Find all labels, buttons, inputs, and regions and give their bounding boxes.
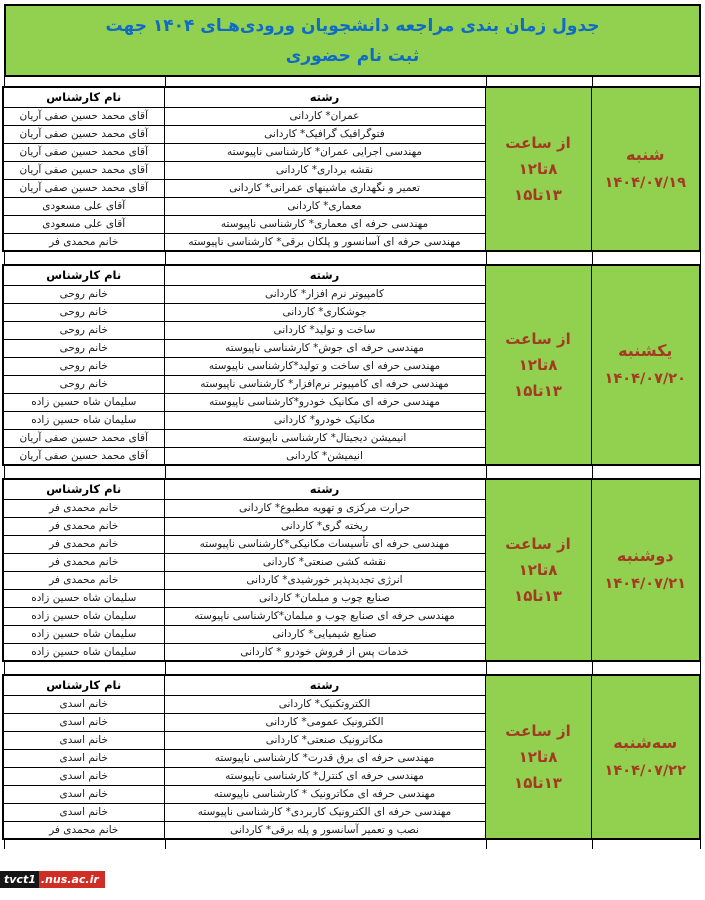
hours-slot-morning: ۸تا۱۲ [518,748,558,766]
hours-slot-afternoon: ۱۳تا۱۵ [514,587,562,605]
field-cell: مهندسی حرفه ای مکاترونیک * کارشناسی ناپیوسته [164,785,485,803]
field-cell: خدمات پس از فروش خودرو * کاردانی [164,643,485,661]
section-header-row [3,479,700,499]
expert-cell: سلیمان شاه حسین زاده [3,643,164,661]
expert-cell: خانم محمدی فر [3,499,164,517]
field-cell: صنایع چوب و مبلمان* کاردانی [164,589,485,607]
field-column-header: رشته [164,675,485,695]
section-header-row [3,87,700,107]
field-cell: نصب و تعمیر آسانسور و پله برقی* کاردانی [164,821,485,839]
field-cell: الکترونیک عمومی* کاردانی [164,713,485,731]
hours-cell [485,675,591,839]
expert-column-header: نام کارشناس [3,87,164,107]
day-name: شنبه [626,145,665,164]
page-title [4,4,701,77]
field-cell: مهندسی حرفه ای برق قدرت* کارشناسی ناپیوسته [164,749,485,767]
hours-label: از ساعت [505,535,571,553]
expert-cell: خانم اسدی [3,695,164,713]
section-header-row [3,675,700,695]
field-cell: مهندسی حرفه ای مکانیک خودرو*کارشناسی ناپیوسته [164,393,485,411]
field-cell: مهندسی اجرایی عمران* کارشناسی ناپیوسته [164,143,485,161]
hours-slot-afternoon: ۱۳تا۱۵ [514,382,562,400]
day-name: یکشنبه [618,341,673,360]
spacer-cell [486,77,592,86]
expert-cell: خانم اسدی [3,767,164,785]
spacer-cell [5,252,165,264]
day-date: ۱۴۰۴/۰۷/۲۰ [604,371,686,387]
watermark-site-domain: .nus.ac.ir [39,871,105,888]
field-cell: معماری* کاردانی [164,197,485,215]
spacer-row [4,77,701,86]
spacer-cell [592,466,700,478]
expert-cell: خانم روحی [3,321,164,339]
expert-cell: خانم محمدی فر [3,821,164,839]
expert-column-header: نام کارشناس [3,479,164,499]
spacer-row [4,466,701,478]
field-cell: کامپیوتر نرم افزار* کاردانی [164,285,485,303]
field-cell: صنایع شیمیایی* کاردانی [164,625,485,643]
expert-cell: خانم محمدی فر [3,571,164,589]
field-cell: انرژی تجدیدپذیر خورشیدی* کاردانی [164,571,485,589]
spacer-row [4,840,701,849]
spacer-cell [592,840,700,849]
field-cell: فتوگرافیک گرافیک* کاردانی [164,125,485,143]
hours-slot-morning: ۸تا۱۲ [518,160,558,178]
field-cell: عمران* کاردانی [164,107,485,125]
day-date-cell [591,479,700,661]
expert-cell: سلیمان شاه حسین زاده [3,589,164,607]
section-table-monday [2,478,701,662]
spacer-cell [165,466,486,478]
field-cell: مهندسی حرفه ای تأسیسات مکانیکی*کارشناسی ناپیوسته [164,535,485,553]
field-cell: مهندسی حرفه ای کنترل* کارشناسی ناپیوسته [164,767,485,785]
expert-cell: سلیمان شاه حسین زاده [3,411,164,429]
section-table-sunday [2,264,701,466]
expert-cell: خانم روحی [3,357,164,375]
expert-cell: سلیمان شاه حسین زاده [3,393,164,411]
title-line-1: جدول زمان بندی مراجعه دانشجویان ورودی‌هـای ۱۴۰۴ جهت [105,15,600,36]
spacer-cell [486,252,592,264]
day-date: ۱۴۰۴/۰۷/۲۱ [604,576,686,592]
hours-cell [485,87,591,251]
section-header-row [3,265,700,285]
field-cell: مکاترونیک صنعتی* کاردانی [164,731,485,749]
field-cell: جوشکاری* کاردانی [164,303,485,321]
section-table-tuesday [2,674,701,840]
hours-label: از ساعت [505,330,571,348]
expert-cell: آقای محمد حسین صفی آریان [3,179,164,197]
spacer-cell [165,252,486,264]
field-cell: مکانیک خودرو* کاردانی [164,411,485,429]
day-name: دوشنبه [616,546,674,565]
expert-cell: خانم اسدی [3,803,164,821]
field-cell: تعمیر و نگهداری ماشینهای عمرانی* کاردانی [164,179,485,197]
spacer-cell [486,840,592,849]
hours-cell [485,265,591,465]
field-cell: مهندسی حرفه ای الکترونیک کاربردی* کارشناسی ناپیوسته [164,803,485,821]
spacer-cell [5,77,165,86]
expert-cell: آقای محمد حسین صفی آریان [3,429,164,447]
expert-cell: خانم محمدی فر [3,233,164,251]
spacer-cell [592,662,700,674]
expert-cell: آقای علی مسعودی [3,197,164,215]
watermark [0,873,105,886]
field-cell: مهندسی حرفه ای کامپیوتر نرم‌افزار* کارشناسی ناپیوسته [164,375,485,393]
expert-cell: خانم اسدی [3,785,164,803]
spacer-cell [5,840,165,849]
field-cell: حرارت مرکزی و تهویه مطبوع* کاردانی [164,499,485,517]
spacer-cell [5,662,165,674]
expert-cell: خانم روحی [3,375,164,393]
expert-cell: خانم محمدی فر [3,553,164,571]
expert-cell: آقای محمد حسین صفی آریان [3,143,164,161]
expert-cell: خانم روحی [3,339,164,357]
expert-cell: خانم اسدی [3,731,164,749]
hours-slot-morning: ۸تا۱۲ [518,356,558,374]
spacer-cell [486,662,592,674]
day-date-cell [591,87,700,251]
expert-cell: خانم محمدی فر [3,517,164,535]
expert-cell: آقای علی مسعودی [3,215,164,233]
day-date: ۱۴۰۴/۰۷/۲۲ [604,763,686,779]
expert-cell: خانم محمدی فر [3,535,164,553]
hours-cell [485,479,591,661]
spacer-cell [592,252,700,264]
field-cell: مهندسی حرفه ای معماری* کارشناسی ناپیوسته [164,215,485,233]
field-cell: مهندسی حرفه ای آسانسور و پلکان برقی* کارشناسی ناپیوسته [164,233,485,251]
spacer-cell [486,466,592,478]
field-cell: مهندسی حرفه ای جوش* کارشناسی ناپیوسته [164,339,485,357]
section-table-saturday [2,86,701,252]
day-date-cell [591,675,700,839]
spacer-cell [165,662,486,674]
hours-slot-morning: ۸تا۱۲ [518,561,558,579]
field-cell: ساخت و تولید* کاردانی [164,321,485,339]
field-cell: الکتروتکنیک* کاردانی [164,695,485,713]
day-name: سه‌شنبه [613,733,678,752]
day-date: ۱۴۰۴/۰۷/۱۹ [604,175,686,191]
expert-column-header: نام کارشناس [3,265,164,285]
hours-slot-afternoon: ۱۳تا۱۵ [514,774,562,792]
field-cell: نقشه برداری* کاردانی [164,161,485,179]
field-column-header: رشته [164,265,485,285]
expert-cell: خانم اسدی [3,749,164,767]
expert-cell: آقای محمد حسین صفی آریان [3,447,164,465]
title-line-2: ثبت نام حضوری [285,45,420,66]
field-cell: انیمیشن دیجیتال* کارشناسی ناپیوسته [164,429,485,447]
field-cell: انیمیشن* کاردانی [164,447,485,465]
expert-cell: آقای محمد حسین صفی آریان [3,125,164,143]
spacer-cell [165,840,486,849]
expert-cell: خانم روحی [3,303,164,321]
expert-cell: خانم روحی [3,285,164,303]
hours-slot-afternoon: ۱۳تا۱۵ [514,186,562,204]
spacer-cell [165,77,486,86]
field-cell: مهندسی حرفه ای ساخت و تولید*کارشناسی ناپیوسته [164,357,485,375]
expert-cell: آقای محمد حسین صفی آریان [3,107,164,125]
field-cell: ریخته گری* کاردانی [164,517,485,535]
hours-label: از ساعت [505,722,571,740]
field-cell: مهندسی حرفه ای صنایع چوب و مبلمان*کارشناسی ناپیوسته [164,607,485,625]
field-cell: نقشه کشی صنعتی* کاردانی [164,553,485,571]
spacer-cell [592,77,700,86]
hours-label: از ساعت [505,134,571,152]
spacer-row [4,662,701,674]
expert-cell: آقای محمد حسین صفی آریان [3,161,164,179]
expert-cell: خانم اسدی [3,713,164,731]
day-date-cell [591,265,700,465]
spacer-row [4,252,701,264]
field-column-header: رشته [164,87,485,107]
expert-cell: سلیمان شاه حسین زاده [3,607,164,625]
field-column-header: رشته [164,479,485,499]
watermark-site-prefix: tvct1 [0,871,39,888]
expert-cell: سلیمان شاه حسین زاده [3,625,164,643]
spacer-cell [5,466,165,478]
expert-column-header: نام کارشناس [3,675,164,695]
